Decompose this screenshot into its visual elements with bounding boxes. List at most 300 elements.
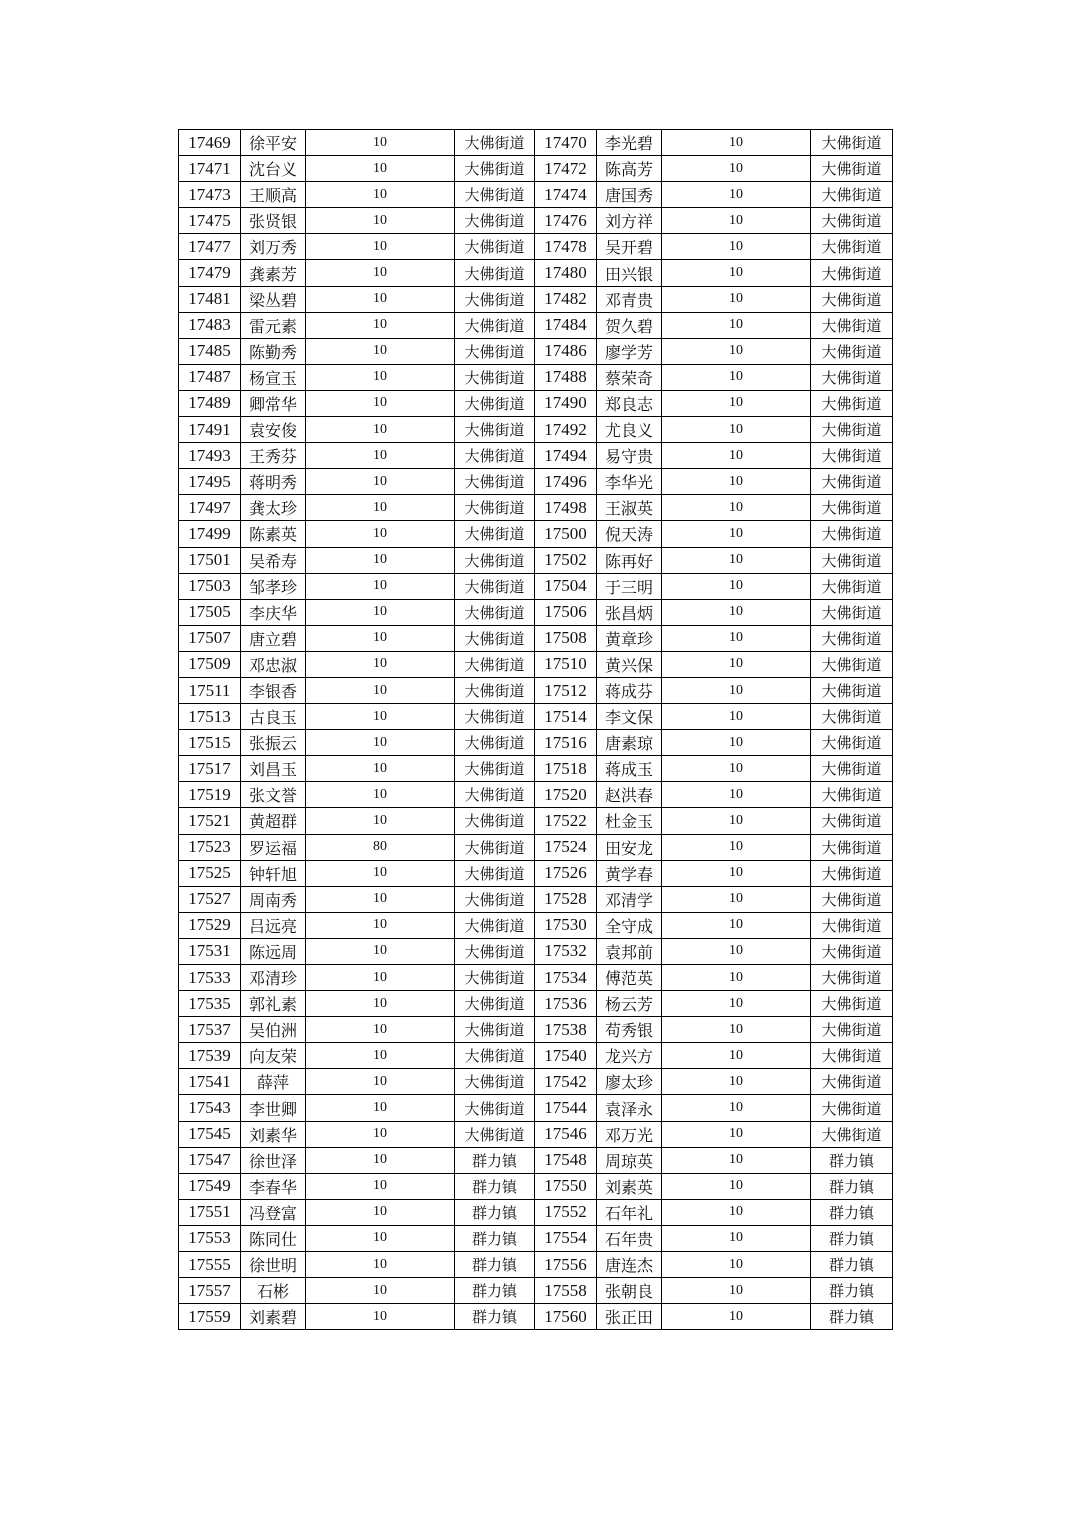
amount-cell: 10 (662, 756, 811, 782)
person-name-cell: 李庆华 (241, 599, 306, 625)
table-row (179, 625, 893, 651)
records-table (178, 129, 893, 1330)
person-name-cell: 石彬 (241, 1278, 306, 1304)
person-name-cell: 赵洪春 (597, 782, 662, 808)
location-cell: 大佛街道 (811, 260, 893, 286)
record-id-cell: 17512 (535, 677, 597, 703)
person-name-cell: 陈勤秀 (241, 338, 306, 364)
person-name-cell: 陈再好 (597, 547, 662, 573)
person-name-cell: 张文誉 (241, 782, 306, 808)
location-cell: 群力镇 (455, 1278, 535, 1304)
record-id-cell: 17503 (179, 573, 241, 599)
record-id-cell: 17494 (535, 443, 597, 469)
person-name-cell: 龚素芳 (241, 260, 306, 286)
person-name-cell: 龙兴方 (597, 1043, 662, 1069)
location-cell: 大佛街道 (811, 886, 893, 912)
location-cell: 大佛街道 (455, 651, 535, 677)
record-id-cell: 17532 (535, 938, 597, 964)
person-name-cell: 石年礼 (597, 1199, 662, 1225)
person-name-cell: 龚太珍 (241, 495, 306, 521)
person-name-cell: 雷元素 (241, 312, 306, 338)
amount-cell: 10 (306, 1017, 455, 1043)
table-row (179, 1173, 893, 1199)
record-id-cell: 17524 (535, 834, 597, 860)
location-cell: 大佛街道 (455, 443, 535, 469)
person-name-cell: 邓青贵 (597, 286, 662, 312)
amount-cell: 10 (306, 677, 455, 703)
person-name-cell: 苟秀银 (597, 1017, 662, 1043)
location-cell: 大佛街道 (811, 860, 893, 886)
table-row (179, 1199, 893, 1225)
table-row (179, 651, 893, 677)
person-name-cell: 田安龙 (597, 834, 662, 860)
table-row (179, 417, 893, 443)
record-id-cell: 17529 (179, 912, 241, 938)
record-id-cell: 17471 (179, 156, 241, 182)
amount-cell: 10 (306, 443, 455, 469)
record-id-cell: 17537 (179, 1017, 241, 1043)
amount-cell: 10 (306, 860, 455, 886)
amount-cell: 10 (662, 782, 811, 808)
amount-cell: 10 (662, 1225, 811, 1251)
location-cell: 大佛街道 (811, 782, 893, 808)
amount-cell: 10 (662, 182, 811, 208)
record-id-cell: 17501 (179, 547, 241, 573)
amount-cell: 10 (662, 912, 811, 938)
location-cell: 大佛街道 (811, 443, 893, 469)
person-name-cell: 钟轩旭 (241, 860, 306, 886)
table-row (179, 547, 893, 573)
record-id-cell: 17513 (179, 704, 241, 730)
person-name-cell: 杨宣玉 (241, 364, 306, 390)
person-name-cell: 张振云 (241, 730, 306, 756)
record-id-cell: 17486 (535, 338, 597, 364)
location-cell: 大佛街道 (811, 938, 893, 964)
amount-cell: 10 (662, 834, 811, 860)
person-name-cell: 邓万光 (597, 1121, 662, 1147)
table-row (179, 730, 893, 756)
person-name-cell: 陈素英 (241, 521, 306, 547)
person-name-cell: 蔡荣奇 (597, 364, 662, 390)
record-id-cell: 17547 (179, 1147, 241, 1173)
person-name-cell: 吴伯洲 (241, 1017, 306, 1043)
location-cell: 大佛街道 (811, 1017, 893, 1043)
amount-cell: 10 (306, 547, 455, 573)
location-cell: 大佛街道 (455, 234, 535, 260)
record-id-cell: 17558 (535, 1278, 597, 1304)
amount-cell: 10 (662, 208, 811, 234)
record-id-cell: 17549 (179, 1173, 241, 1199)
person-name-cell: 唐立碧 (241, 625, 306, 651)
record-id-cell: 17491 (179, 417, 241, 443)
location-cell: 大佛街道 (455, 1069, 535, 1095)
person-name-cell: 张贤银 (241, 208, 306, 234)
location-cell: 大佛街道 (811, 625, 893, 651)
person-name-cell: 唐连杰 (597, 1252, 662, 1278)
record-id-cell: 17482 (535, 286, 597, 312)
amount-cell: 10 (306, 651, 455, 677)
location-cell: 大佛街道 (455, 312, 535, 338)
person-name-cell: 尤良义 (597, 417, 662, 443)
record-id-cell: 17533 (179, 965, 241, 991)
table-row (179, 1147, 893, 1173)
person-name-cell: 袁邦前 (597, 938, 662, 964)
table-row (179, 599, 893, 625)
record-id-cell: 17546 (535, 1121, 597, 1147)
table-row (179, 234, 893, 260)
amount-cell: 10 (662, 1121, 811, 1147)
person-name-cell: 邹孝珍 (241, 573, 306, 599)
amount-cell: 10 (306, 912, 455, 938)
record-id-cell: 17528 (535, 886, 597, 912)
record-id-cell: 17553 (179, 1225, 241, 1251)
table-row (179, 834, 893, 860)
record-id-cell: 17508 (535, 625, 597, 651)
person-name-cell: 薛萍 (241, 1069, 306, 1095)
location-cell: 大佛街道 (455, 208, 535, 234)
location-cell: 群力镇 (455, 1199, 535, 1225)
amount-cell: 10 (662, 599, 811, 625)
location-cell: 大佛街道 (455, 886, 535, 912)
record-id-cell: 17530 (535, 912, 597, 938)
amount-cell: 10 (662, 286, 811, 312)
person-name-cell: 吕远亮 (241, 912, 306, 938)
record-id-cell: 17557 (179, 1278, 241, 1304)
table-row (179, 260, 893, 286)
person-name-cell: 刘方祥 (597, 208, 662, 234)
record-id-cell: 17517 (179, 756, 241, 782)
location-cell: 大佛街道 (455, 730, 535, 756)
amount-cell: 10 (662, 1043, 811, 1069)
location-cell: 大佛街道 (455, 756, 535, 782)
amount-cell: 10 (662, 156, 811, 182)
amount-cell: 10 (306, 521, 455, 547)
record-id-cell: 17472 (535, 156, 597, 182)
location-cell: 大佛街道 (811, 704, 893, 730)
record-id-cell: 17500 (535, 521, 597, 547)
amount-cell: 10 (306, 1043, 455, 1069)
amount-cell: 10 (306, 965, 455, 991)
table-row (179, 390, 893, 416)
location-cell: 大佛街道 (455, 912, 535, 938)
location-cell: 大佛街道 (811, 521, 893, 547)
amount-cell: 10 (306, 756, 455, 782)
location-cell: 大佛街道 (811, 338, 893, 364)
location-cell: 群力镇 (811, 1252, 893, 1278)
person-name-cell: 李华光 (597, 469, 662, 495)
amount-cell: 10 (662, 338, 811, 364)
person-name-cell: 古良玉 (241, 704, 306, 730)
table-row (179, 338, 893, 364)
location-cell: 大佛街道 (455, 573, 535, 599)
amount-cell: 10 (306, 991, 455, 1017)
amount-cell: 10 (662, 364, 811, 390)
location-cell: 大佛街道 (811, 599, 893, 625)
location-cell: 大佛街道 (455, 495, 535, 521)
record-id-cell: 17489 (179, 390, 241, 416)
location-cell: 大佛街道 (811, 756, 893, 782)
amount-cell: 10 (662, 1252, 811, 1278)
person-name-cell: 陈远周 (241, 938, 306, 964)
table-row (179, 1043, 893, 1069)
record-id-cell: 17527 (179, 886, 241, 912)
record-id-cell: 17540 (535, 1043, 597, 1069)
person-name-cell: 田兴银 (597, 260, 662, 286)
person-name-cell: 王顺高 (241, 182, 306, 208)
person-name-cell: 卿常华 (241, 390, 306, 416)
person-name-cell: 黄超群 (241, 808, 306, 834)
person-name-cell: 傅范英 (597, 965, 662, 991)
amount-cell: 10 (306, 1199, 455, 1225)
record-id-cell: 17522 (535, 808, 597, 834)
location-cell: 大佛街道 (811, 208, 893, 234)
record-id-cell: 17543 (179, 1095, 241, 1121)
amount-cell: 10 (662, 547, 811, 573)
table-row (179, 677, 893, 703)
record-id-cell: 17498 (535, 495, 597, 521)
record-id-cell: 17544 (535, 1095, 597, 1121)
record-id-cell: 17520 (535, 782, 597, 808)
record-id-cell: 17545 (179, 1121, 241, 1147)
location-cell: 大佛街道 (811, 651, 893, 677)
location-cell: 大佛街道 (811, 834, 893, 860)
person-name-cell: 唐素琼 (597, 730, 662, 756)
record-id-cell: 17481 (179, 286, 241, 312)
amount-cell: 10 (306, 573, 455, 599)
record-id-cell: 17538 (535, 1017, 597, 1043)
amount-cell: 10 (306, 1252, 455, 1278)
record-id-cell: 17490 (535, 390, 597, 416)
amount-cell: 10 (662, 1095, 811, 1121)
record-id-cell: 17506 (535, 599, 597, 625)
table-row (179, 573, 893, 599)
person-name-cell: 蒋成玉 (597, 756, 662, 782)
table-row (179, 208, 893, 234)
location-cell: 大佛街道 (811, 286, 893, 312)
amount-cell: 10 (662, 1173, 811, 1199)
record-id-cell: 17511 (179, 677, 241, 703)
amount-cell: 10 (662, 1147, 811, 1173)
location-cell: 大佛街道 (455, 782, 535, 808)
location-cell: 群力镇 (811, 1173, 893, 1199)
person-name-cell: 刘昌玉 (241, 756, 306, 782)
location-cell: 大佛街道 (811, 1095, 893, 1121)
location-cell: 大佛街道 (455, 417, 535, 443)
person-name-cell: 袁泽永 (597, 1095, 662, 1121)
location-cell: 大佛街道 (455, 1121, 535, 1147)
location-cell: 大佛街道 (455, 260, 535, 286)
amount-cell: 10 (662, 1069, 811, 1095)
amount-cell: 10 (662, 704, 811, 730)
record-id-cell: 17483 (179, 312, 241, 338)
amount-cell: 10 (662, 677, 811, 703)
person-name-cell: 李光碧 (597, 130, 662, 156)
location-cell: 大佛街道 (811, 808, 893, 834)
record-id-cell: 17539 (179, 1043, 241, 1069)
amount-cell: 10 (662, 417, 811, 443)
amount-cell: 10 (662, 443, 811, 469)
location-cell: 大佛街道 (811, 1121, 893, 1147)
person-name-cell: 张正田 (597, 1304, 662, 1330)
location-cell: 大佛街道 (811, 1069, 893, 1095)
table-row (179, 860, 893, 886)
record-id-cell: 17499 (179, 521, 241, 547)
amount-cell: 10 (306, 1095, 455, 1121)
amount-cell: 10 (662, 234, 811, 260)
amount-cell: 10 (306, 730, 455, 756)
table-row (179, 286, 893, 312)
person-name-cell: 王秀芬 (241, 443, 306, 469)
record-id-cell: 17505 (179, 599, 241, 625)
location-cell: 大佛街道 (811, 547, 893, 573)
amount-cell: 10 (662, 860, 811, 886)
location-cell: 群力镇 (811, 1199, 893, 1225)
record-id-cell: 17469 (179, 130, 241, 156)
person-name-cell: 杜金玉 (597, 808, 662, 834)
record-id-cell: 17496 (535, 469, 597, 495)
record-id-cell: 17551 (179, 1199, 241, 1225)
person-name-cell: 张朝良 (597, 1278, 662, 1304)
amount-cell: 10 (306, 390, 455, 416)
person-name-cell: 陈高芳 (597, 156, 662, 182)
person-name-cell: 黄兴保 (597, 651, 662, 677)
amount-cell: 10 (306, 808, 455, 834)
amount-cell: 10 (306, 1304, 455, 1330)
amount-cell: 10 (306, 704, 455, 730)
person-name-cell: 廖太珍 (597, 1069, 662, 1095)
record-id-cell: 17509 (179, 651, 241, 677)
location-cell: 大佛街道 (811, 469, 893, 495)
location-cell: 群力镇 (455, 1252, 535, 1278)
amount-cell: 80 (306, 834, 455, 860)
location-cell: 大佛街道 (811, 730, 893, 756)
table-row (179, 782, 893, 808)
amount-cell: 10 (306, 625, 455, 651)
amount-cell: 10 (662, 260, 811, 286)
record-id-cell: 17515 (179, 730, 241, 756)
table-row (179, 991, 893, 1017)
table-row (179, 1095, 893, 1121)
person-name-cell: 廖学芳 (597, 338, 662, 364)
location-cell: 大佛街道 (811, 912, 893, 938)
table-row (179, 364, 893, 390)
location-cell: 大佛街道 (811, 312, 893, 338)
person-name-cell: 向友荣 (241, 1043, 306, 1069)
location-cell: 大佛街道 (455, 364, 535, 390)
person-name-cell: 蒋成芬 (597, 677, 662, 703)
person-name-cell: 刘素华 (241, 1121, 306, 1147)
location-cell: 大佛街道 (455, 182, 535, 208)
record-id-cell: 17487 (179, 364, 241, 390)
record-id-cell: 17550 (535, 1173, 597, 1199)
location-cell: 大佛街道 (455, 1017, 535, 1043)
record-id-cell: 17556 (535, 1252, 597, 1278)
record-id-cell: 17477 (179, 234, 241, 260)
record-id-cell: 17492 (535, 417, 597, 443)
amount-cell: 10 (306, 208, 455, 234)
amount-cell: 10 (662, 651, 811, 677)
record-id-cell: 17484 (535, 312, 597, 338)
location-cell: 大佛街道 (455, 390, 535, 416)
record-id-cell: 17495 (179, 469, 241, 495)
person-name-cell: 石年贵 (597, 1225, 662, 1251)
amount-cell: 10 (662, 130, 811, 156)
record-id-cell: 17523 (179, 834, 241, 860)
amount-cell: 10 (662, 390, 811, 416)
amount-cell: 10 (306, 1225, 455, 1251)
record-id-cell: 17475 (179, 208, 241, 234)
record-id-cell: 17514 (535, 704, 597, 730)
table-row (179, 1121, 893, 1147)
location-cell: 大佛街道 (811, 234, 893, 260)
record-id-cell: 17510 (535, 651, 597, 677)
table-row (179, 1304, 893, 1330)
person-name-cell: 贺久碧 (597, 312, 662, 338)
person-name-cell: 徐平安 (241, 130, 306, 156)
record-id-cell: 17531 (179, 938, 241, 964)
amount-cell: 10 (662, 1304, 811, 1330)
amount-cell: 10 (306, 286, 455, 312)
location-cell: 群力镇 (811, 1278, 893, 1304)
amount-cell: 10 (306, 495, 455, 521)
table-row (179, 912, 893, 938)
record-id-cell: 17519 (179, 782, 241, 808)
record-id-cell: 17497 (179, 495, 241, 521)
amount-cell: 10 (662, 573, 811, 599)
record-id-cell: 17526 (535, 860, 597, 886)
amount-cell: 10 (306, 234, 455, 260)
person-name-cell: 刘素碧 (241, 1304, 306, 1330)
location-cell: 大佛街道 (455, 704, 535, 730)
table-row (179, 130, 893, 156)
location-cell: 群力镇 (811, 1304, 893, 1330)
record-id-cell: 17521 (179, 808, 241, 834)
person-name-cell: 李文保 (597, 704, 662, 730)
record-id-cell: 17559 (179, 1304, 241, 1330)
record-id-cell: 17554 (535, 1225, 597, 1251)
table-row (179, 443, 893, 469)
amount-cell: 10 (306, 938, 455, 964)
location-cell: 大佛街道 (811, 182, 893, 208)
amount-cell: 10 (662, 1278, 811, 1304)
person-name-cell: 张昌炳 (597, 599, 662, 625)
location-cell: 群力镇 (455, 1173, 535, 1199)
table-row (179, 156, 893, 182)
record-id-cell: 17480 (535, 260, 597, 286)
person-name-cell: 沈台义 (241, 156, 306, 182)
amount-cell: 10 (306, 1121, 455, 1147)
records-table-body (179, 130, 893, 1330)
person-name-cell: 吴开碧 (597, 234, 662, 260)
table-row (179, 1278, 893, 1304)
record-id-cell: 17548 (535, 1147, 597, 1173)
amount-cell: 10 (662, 469, 811, 495)
location-cell: 群力镇 (811, 1147, 893, 1173)
record-id-cell: 17479 (179, 260, 241, 286)
person-name-cell: 袁安俊 (241, 417, 306, 443)
table-row (179, 469, 893, 495)
record-id-cell: 17476 (535, 208, 597, 234)
location-cell: 大佛街道 (455, 130, 535, 156)
record-id-cell: 17535 (179, 991, 241, 1017)
record-id-cell: 17504 (535, 573, 597, 599)
amount-cell: 10 (662, 730, 811, 756)
record-id-cell: 17552 (535, 1199, 597, 1225)
location-cell: 大佛街道 (455, 991, 535, 1017)
location-cell: 大佛街道 (455, 1043, 535, 1069)
location-cell: 大佛街道 (811, 573, 893, 599)
location-cell: 大佛街道 (455, 860, 535, 886)
